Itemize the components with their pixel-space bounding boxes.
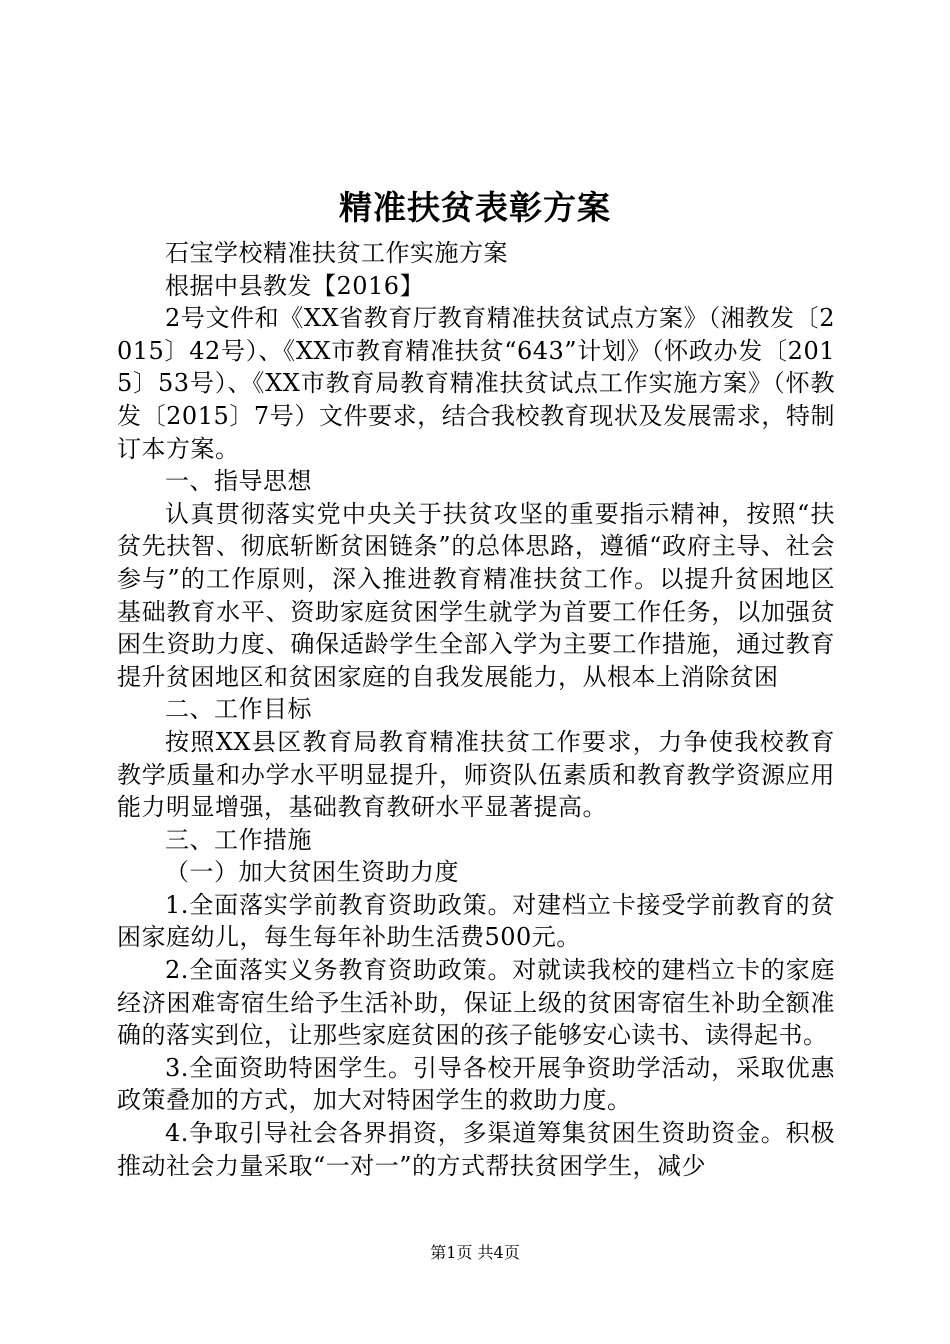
subsection-heading-aid: （一）加大贫困生资助力度 [165,858,459,887]
paragraph-basis-detail: 2号文件和《XX省教育厅教育精准扶贫试点方案》（湘教发〔2015〕42号）、《XX市教育精准扶贫“643”计划》（怀政办发〔2015〕53号）、《XX市教育局教育精准扶贫试点工作实施方案》（怀教发〔2015〕7号）文件要求，结合我校教育现状及发展需求，特制订本方案。 [117,304,835,463]
paragraph-guiding-thought: 认真贯彻落实党中央关于扶贫攻坚的重要指示精神，按照“扶贫先扶智、彻底斩断贫困链条”的总体思路，遵循“政府主导、社会参与”的工作原则，深入推进教育精准扶贫工作。以提升贫困地区基础教育水平、资助家庭贫困学生就学为首要工作任务，以加强贫困生资助力度、确保适龄学生全部入学为主要工作措施，通过教育提升贫困地区和贫困家庭的自我发展能力，从根本上消除贫困 [117,499,835,691]
paragraph-basis: 根据中县教发【2016】 [165,271,425,300]
list-item-special-aid: 3.全面资助特困学生。引导各校开展争资助学活动，采取优惠政策叠加的方式，加大对特困学生的救助力度。 [117,1053,835,1115]
paragraph-work-goals: 按照XX县区教育局教育精准扶贫工作要求，力争使我校教育教学质量和办学水平明显提升，师资队伍素质和教育教学资源应用能力明显增强，基础教育教研水平显著提高。 [117,727,835,822]
list-item-compulsory-aid: 2.全面落实义务教育资助政策。对就读我校的建档立卡的家庭经济困难寄宿生给予生活补助，保证上级的贫困寄宿生补助全额准确的落实到位，让那些家庭贫困的孩子能够安心读书、读得起书。 [117,956,835,1050]
document-title: 精准扶贫表彰方案 [339,188,611,227]
section-heading-work-goals: 二、工作目标 [165,695,312,724]
page-number-footer: 第1页 共4页 [430,1243,520,1262]
section-heading-guiding-thought: 一、指导思想 [165,467,312,496]
section-heading-work-measures: 三、工作措施 [165,825,312,854]
list-item-preschool-aid: 1.全面落实学前教育资助政策。对建档立卡接受学前教育的贫困家庭幼儿，每生每年补助生活费500元。 [117,890,835,952]
list-item-social-donation: 4.争取引导社会各界捐资，多渠道筹集贫困生资助资金。积极推动社会力量采取“一对一”的方式帮扶贫困学生，减少 [117,1119,835,1180]
paragraph-school-plan-title: 石宝学校精准扶贫工作实施方案 [165,239,508,267]
document-body [117,237,835,1182]
